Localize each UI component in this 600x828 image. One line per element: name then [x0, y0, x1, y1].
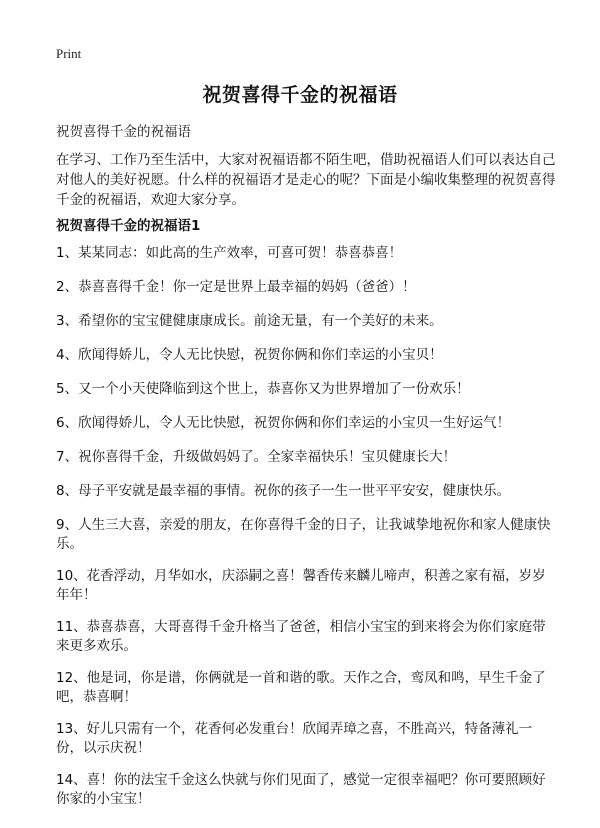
intro-paragraph: 在学习、工作乃至生活中，大家对祝福语都不陌生吧，借助祝福语人们可以表达自己对他人的美好祝愿。什么样的祝福语才是走心的呢？下面是小编收集整理的祝贺喜得千金的祝福语，欢迎大家分享。	[56, 152, 556, 208]
list-item: 4、欣闻得娇儿，令人无比快慰，祝贺你俩和你们幸运的小宝贝！	[56, 347, 443, 363]
list-item: 2、恭喜喜得千金！你一定是世界上最幸福的妈妈（爸爸）！	[56, 279, 416, 295]
list-item: 9、人生三大喜，亲爱的朋友，在你喜得千金的日子，让我诚挚地祝你和家人健康快乐。	[56, 517, 551, 552]
list-item: 5、又一个小天使降临到这个世上，恭喜你又为世界增加了一份欢乐！	[56, 381, 470, 397]
print-link[interactable]: Print	[56, 46, 82, 61]
list-item: 8、母子平安就是最幸福的事情。祝你的孩子一生一世平平安安，健康快乐。	[56, 483, 511, 499]
list-item: 11、恭喜恭喜，大哥喜得千金升格当了爸爸，相信小宝宝的到来将会为你们家庭带来更多欢乐。	[56, 619, 546, 654]
page-title: 祝贺喜得千金的祝福语	[202, 84, 398, 106]
wishes-list	[56, 244, 556, 822]
list-item: 3、希望你的宝宝健健康康成长。前途无量，有一个美好的未来。	[56, 313, 443, 329]
list-item: 12、他是词，你是谱，你俩就是一首和谐的歌。天作之合，鸾凤和鸣，早生千金了吧，恭喜啊！	[56, 670, 546, 705]
list-item: 7、祝你喜得千金，升级做妈妈了。全家幸福快乐！宝贝健康长大！	[56, 449, 457, 465]
list-item: 1、某某同志：如此高的生产效率，可喜可贺！恭喜恭喜！	[56, 245, 403, 261]
list-item: 6、欣闻得娇儿，令人无比快慰，祝贺你俩和你们幸运的小宝贝一生好运气！	[56, 415, 511, 431]
list-item: 14、喜！你的法宝千金这么快就与你们见面了，感觉一定很幸福吧？你可要照顾好你家的小宝宝！	[56, 772, 546, 807]
subtitle: 祝贺喜得千金的祝福语	[56, 124, 191, 140]
section-heading: 祝贺喜得千金的祝福语1	[56, 218, 201, 234]
list-item: 10、花香浮动，月华如水，庆添嗣之喜！馨香传来麟儿啼声，积善之家有福，岁岁年年！	[56, 568, 546, 603]
list-item: 13、好儿只需有一个，花香何必发重台！欣闻弄璋之喜，不胜高兴，特备薄礼一份，以示庆祝！	[56, 721, 533, 756]
